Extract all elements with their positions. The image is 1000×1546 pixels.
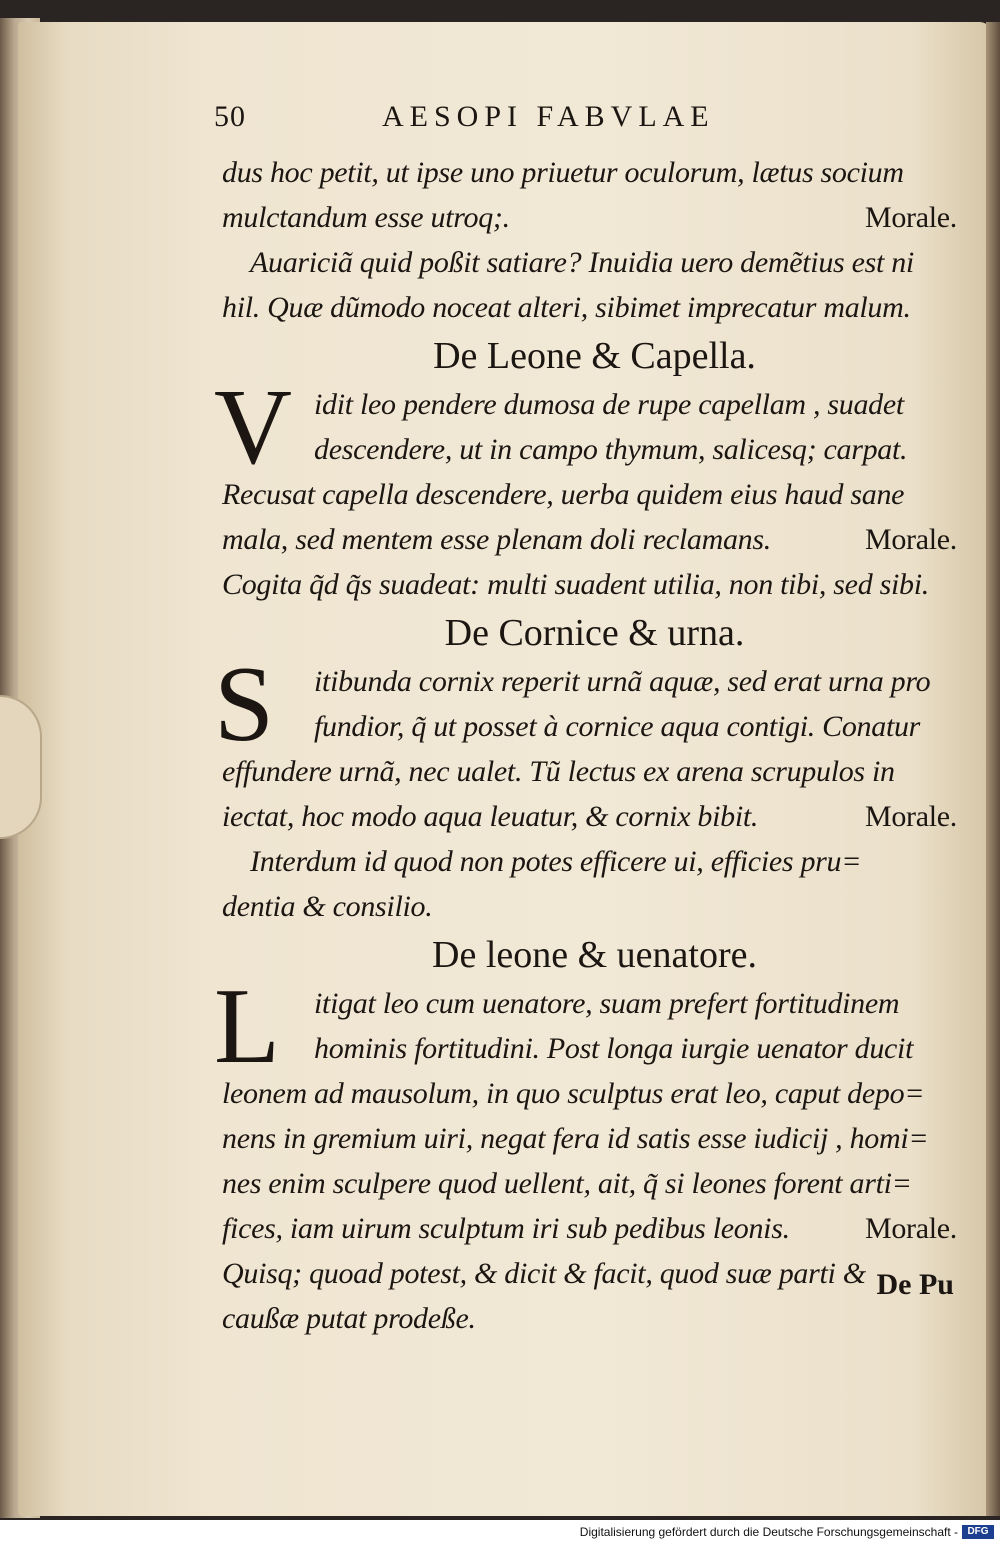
fable-paragraph — [214, 368, 957, 607]
fable-title: De leone & uenatore. — [432, 934, 757, 976]
text-line: descendere, ut in campo thymum, salicesq; carpat. — [314, 433, 908, 466]
book-clasp — [0, 695, 42, 839]
text-line-content: mulctandum esse utroq;. — [222, 201, 510, 234]
text-line: Cogita q̃d q̃s suadeat: multi suadent utilia, non tibi, sed sibi. — [222, 568, 929, 601]
page-text — [214, 100, 957, 1341]
fable-paragraph — [214, 645, 957, 929]
footer-credit: Digitalisierung gefördert durch die Deutsche Forschungsgemeinschaft - — [579, 1525, 958, 1539]
text-line: effundere urnã, nec ualet. Tũ lectus ex arena scrupulos in — [222, 755, 895, 788]
text-line — [222, 1206, 957, 1251]
text-line: itigat leo cum uenatore, suam prefert fortitudinem — [314, 987, 900, 1020]
drop-cap: S — [214, 645, 275, 764]
text-line: Recusat capella descendere, uerba quidem eius haud sane — [222, 478, 905, 511]
text-line — [222, 195, 957, 240]
text-line: dus hoc petit, ut ipse uno priuetur oculorum, lætus socium — [222, 156, 904, 189]
text-line: dentia & consilio. — [222, 890, 433, 923]
fable-title: De Cornice & urna. — [444, 612, 745, 654]
dfg-logo: DFG — [962, 1525, 994, 1539]
text-line — [222, 517, 957, 562]
text-line: itibunda cornix reperit urnã aquæ, sed erat urna pro — [314, 665, 931, 698]
text-line: leonem ad mausolum, in quo sculptus erat leo, caput depo= — [222, 1077, 925, 1110]
catchword: De Pu — [876, 1268, 954, 1301]
morale-label: Morale. — [864, 800, 957, 833]
text-line: hil. Quæ dũmodo noceat alteri, sibimet imprecatur malum. — [222, 291, 911, 324]
footer-bar — [0, 1520, 1000, 1546]
text-line: Auariciã quid poßit satiare? Inuidia uero demẽtius est ni — [250, 246, 914, 279]
text-line-content: fices, iam uirum sculptum iri sub pedibus leonis. — [222, 1212, 790, 1245]
text-line-content: mala, sed mentem esse plenam doli reclamans. — [222, 523, 771, 556]
drop-cap: L — [214, 967, 280, 1086]
page-number: 50 — [214, 100, 246, 133]
drop-cap: V — [214, 368, 292, 487]
text-line: Quisq; quoad potest, & dicit & facit, quod suæ parti & — [222, 1257, 866, 1290]
text-line-content: iectat, hoc modo aqua leuatur, & cornix bibit. — [222, 800, 759, 833]
morale-label: Morale. — [864, 523, 957, 556]
page-header — [214, 100, 957, 150]
text-line: Interdum id quod non potes efficere ui, efficies pru= — [250, 845, 862, 878]
fable-title: De Leone & Capella. — [433, 335, 756, 377]
morale-label: Morale. — [864, 201, 957, 234]
morale-label: Morale. — [864, 1212, 957, 1245]
text-line: nes enim sculpere quod uellent, ait, q̃ si leones forent arti= — [222, 1167, 912, 1200]
fable-paragraph — [214, 967, 957, 1341]
book-gutter — [986, 22, 1000, 1516]
running-head: AESOPI FABVLAE — [382, 100, 715, 133]
text-line: hominis fortitudini. Post longa iurgie uenator ducit — [314, 1032, 914, 1065]
text-line: caußæ putat prodeße. — [222, 1302, 476, 1335]
text-line — [222, 794, 957, 839]
text-line: nens in gremium uiri, negat fera id satis esse iudicij , homi= — [222, 1122, 929, 1155]
text-line: fundior, q̃ ut posset à cornice aqua contigi. Conatur — [314, 710, 921, 743]
text-line: idit leo pendere dumosa de rupe capellam , suadet — [314, 388, 904, 421]
